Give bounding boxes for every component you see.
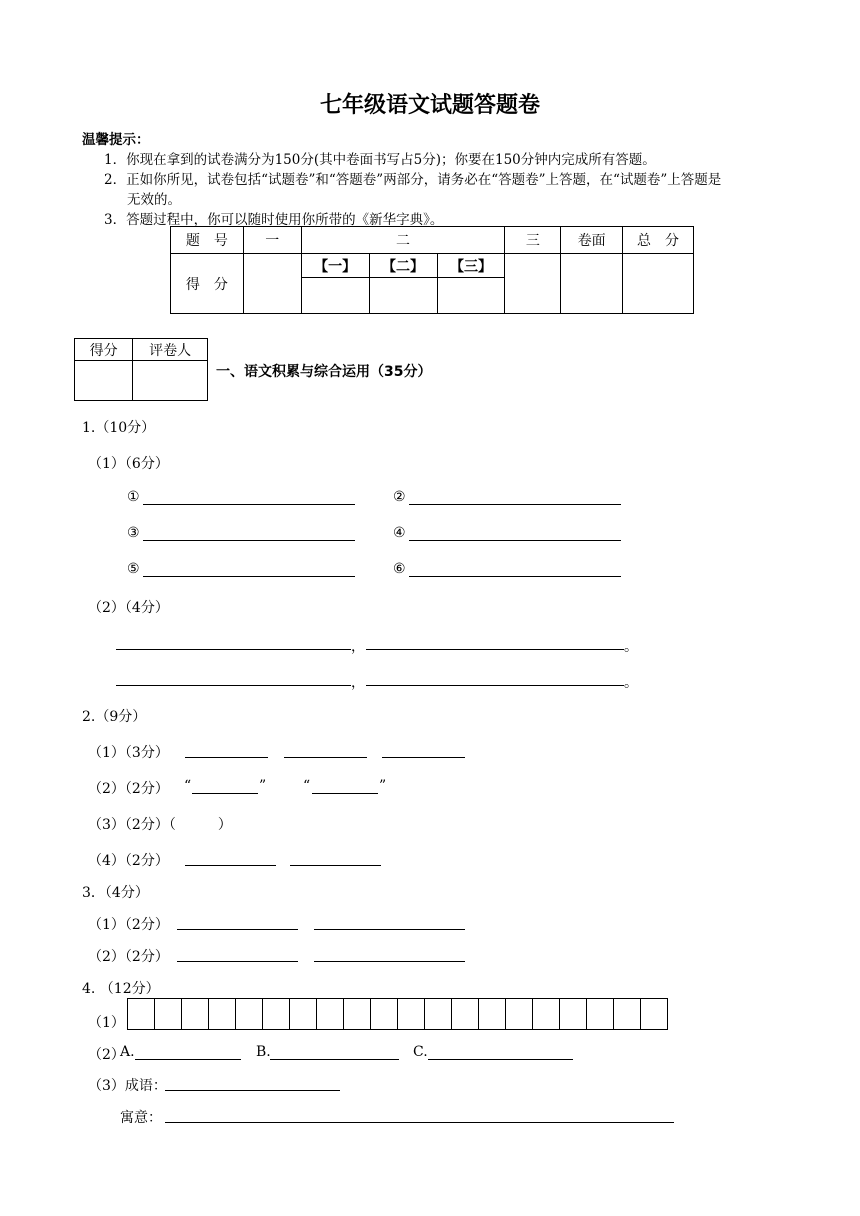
q1-blank-5[interactable] (143, 576, 355, 577)
q2-part1-label: （1）（3分） (88, 745, 169, 761)
q4-grid-cell[interactable] (532, 998, 560, 1030)
q4-meaning-label: 寓意： (120, 1110, 162, 1126)
q4-meaning-blank[interactable] (165, 1122, 674, 1123)
q4-grid-cell[interactable] (478, 998, 506, 1030)
tip-item-2: 2．正如你所见，试卷包括“试题卷”和“答题卷”两部分，请务必在“答题卷”上答题，在“试题卷”上答题是 (104, 172, 722, 188)
q1-part1-label: （1）（6分） (88, 456, 169, 472)
score-cell-sub-3[interactable] (437, 278, 505, 314)
q4-grid-cell[interactable] (451, 998, 479, 1030)
q2-part2-label: （2）（2分） (88, 781, 169, 797)
q1-period-2: 。 (624, 675, 638, 691)
q4-grid-cell[interactable] (181, 998, 209, 1030)
q2-part1-blank-3[interactable] (382, 757, 465, 758)
score-cell-sub-1[interactable] (301, 278, 369, 314)
q2-part2-blank-2[interactable] (312, 793, 378, 794)
header-juanmian: 卷面 (561, 227, 623, 254)
q1-part2-blank-1b[interactable] (366, 649, 624, 650)
q2-part1-blank-1[interactable] (185, 757, 268, 758)
score-row-label: 得 分 (171, 254, 244, 314)
q2-part4-label: （4）（2分） (88, 853, 169, 869)
grader-name-cell[interactable] (133, 361, 208, 401)
q1-part2-blank-2b[interactable] (366, 685, 624, 686)
q1-part2-blank-2a[interactable] (116, 685, 351, 686)
q1-blank-4[interactable] (409, 540, 621, 541)
q4-label: 4. （12分） (82, 981, 160, 997)
tip-item-2-cont: 无效的。 (127, 192, 181, 208)
q1-blank-6[interactable] (409, 576, 621, 577)
grader-table (74, 338, 208, 401)
header-section-1: 一 (243, 227, 301, 254)
score-cell-section-1[interactable] (243, 254, 301, 314)
q2-part4-blank-1[interactable] (185, 865, 276, 866)
grader-name-label: 评卷人 (133, 339, 208, 361)
q3-part1-blank-1[interactable] (177, 929, 298, 930)
header-tihao: 题 号 (171, 227, 244, 254)
tip-item-3: 3．答题过程中，你可以随时使用你所带的《新华字典》。 (104, 212, 444, 228)
q4-part1-label: （1） (88, 1015, 125, 1031)
q4-grid-cell[interactable] (316, 998, 344, 1030)
q1-mark-3: ③ (127, 525, 140, 541)
q4-grid-cell[interactable] (289, 998, 317, 1030)
header-section-3: 三 (505, 227, 561, 254)
q3-part2-label: （2）（2分） (88, 949, 169, 965)
q4-option-a-blank[interactable] (135, 1059, 241, 1060)
score-table (170, 226, 694, 314)
q2-part2-quote-close-1: ” (259, 778, 267, 794)
q4-grid-cell[interactable] (154, 998, 182, 1030)
q2-part2-quote-close-2: ” (379, 778, 387, 794)
q1-blank-2[interactable] (409, 504, 621, 505)
q2-part2-quote-open-2: “ (303, 778, 311, 794)
q2-part3-label[interactable]: （3）（2分）（ ） (88, 817, 232, 833)
q1-mark-1: ① (127, 489, 140, 505)
score-cell-juanmian[interactable] (561, 254, 623, 314)
q1-mark-5: ⑤ (127, 561, 140, 577)
tip-item-1: 1．你现在拿到的试卷满分为150分(其中卷面书写占5分)；你要在150分钟内完成所有答题。 (104, 152, 656, 168)
q3-label: 3．（4分） (82, 885, 149, 901)
q4-option-a-label: A. (120, 1044, 135, 1060)
subheader-2: 【二】 (369, 254, 437, 278)
q4-grid-cell[interactable] (424, 998, 452, 1030)
q4-grid-cell[interactable] (235, 998, 263, 1030)
q1-blank-1[interactable] (143, 504, 355, 505)
q3-part1-blank-2[interactable] (314, 929, 465, 930)
score-cell-total[interactable] (623, 254, 694, 314)
q4-grid-cell[interactable] (370, 998, 398, 1030)
q4-grid-cell[interactable] (127, 998, 155, 1030)
q4-grid-cell[interactable] (397, 998, 425, 1030)
q4-grid-cell[interactable] (640, 998, 668, 1030)
q4-part3-label: （3）成语： (88, 1078, 167, 1094)
q1-mark-2: ② (393, 489, 406, 505)
q1-blank-3[interactable] (143, 540, 355, 541)
q1-part2-label: （2）（4分） (88, 600, 169, 616)
grader-score-label: 得分 (75, 339, 133, 361)
q4-grid-cell[interactable] (343, 998, 371, 1030)
q2-part2-blank-1[interactable] (192, 793, 258, 794)
q4-grid-cell[interactable] (586, 998, 614, 1030)
subheader-3: 【三】 (437, 254, 505, 278)
score-cell-section-3[interactable] (505, 254, 561, 314)
q1-part2-blank-1a[interactable] (116, 649, 351, 650)
subheader-1: 【一】 (301, 254, 369, 278)
header-total: 总 分 (623, 227, 694, 254)
q4-option-b-label: B. (256, 1044, 271, 1060)
q2-label: 2.（9分） (82, 709, 147, 725)
q2-part2-quote-open-1: “ (184, 778, 192, 794)
grader-score-cell[interactable] (75, 361, 133, 401)
q4-grid-cell[interactable] (559, 998, 587, 1030)
q1-mark-4: ④ (393, 525, 406, 541)
q3-part2-blank-2[interactable] (314, 961, 465, 962)
page-title: 七年级语文试题答题卷 (319, 93, 540, 118)
q3-part1-label: （1）（2分） (88, 917, 169, 933)
q4-grid-cell[interactable] (208, 998, 236, 1030)
section-1-title: 一、语文积累与综合运用（35分） (216, 364, 432, 380)
header-section-2: 二 (301, 227, 505, 254)
q4-option-b-blank[interactable] (270, 1059, 399, 1060)
q1-comma-1: ， (351, 639, 365, 655)
q2-part4-blank-2[interactable] (290, 865, 381, 866)
q4-grid-cell[interactable] (505, 998, 533, 1030)
q4-part2-label: （2） (88, 1047, 125, 1063)
q2-part1-blank-2[interactable] (284, 757, 367, 758)
tips-heading: 温馨提示： (82, 132, 150, 148)
q3-part2-blank-1[interactable] (177, 961, 298, 962)
score-cell-sub-2[interactable] (369, 278, 437, 314)
q4-idiom-blank[interactable] (165, 1090, 340, 1091)
q1-period-1: 。 (624, 639, 638, 655)
q4-grid-cell[interactable] (613, 998, 641, 1030)
q1-label: 1.（10分） (82, 420, 156, 436)
q1-comma-2: ， (351, 675, 365, 691)
q4-option-c-label: C. (413, 1044, 428, 1060)
q4-grid-cell[interactable] (262, 998, 290, 1030)
q1-mark-6: ⑥ (393, 561, 406, 577)
q4-option-c-blank[interactable] (428, 1059, 573, 1060)
